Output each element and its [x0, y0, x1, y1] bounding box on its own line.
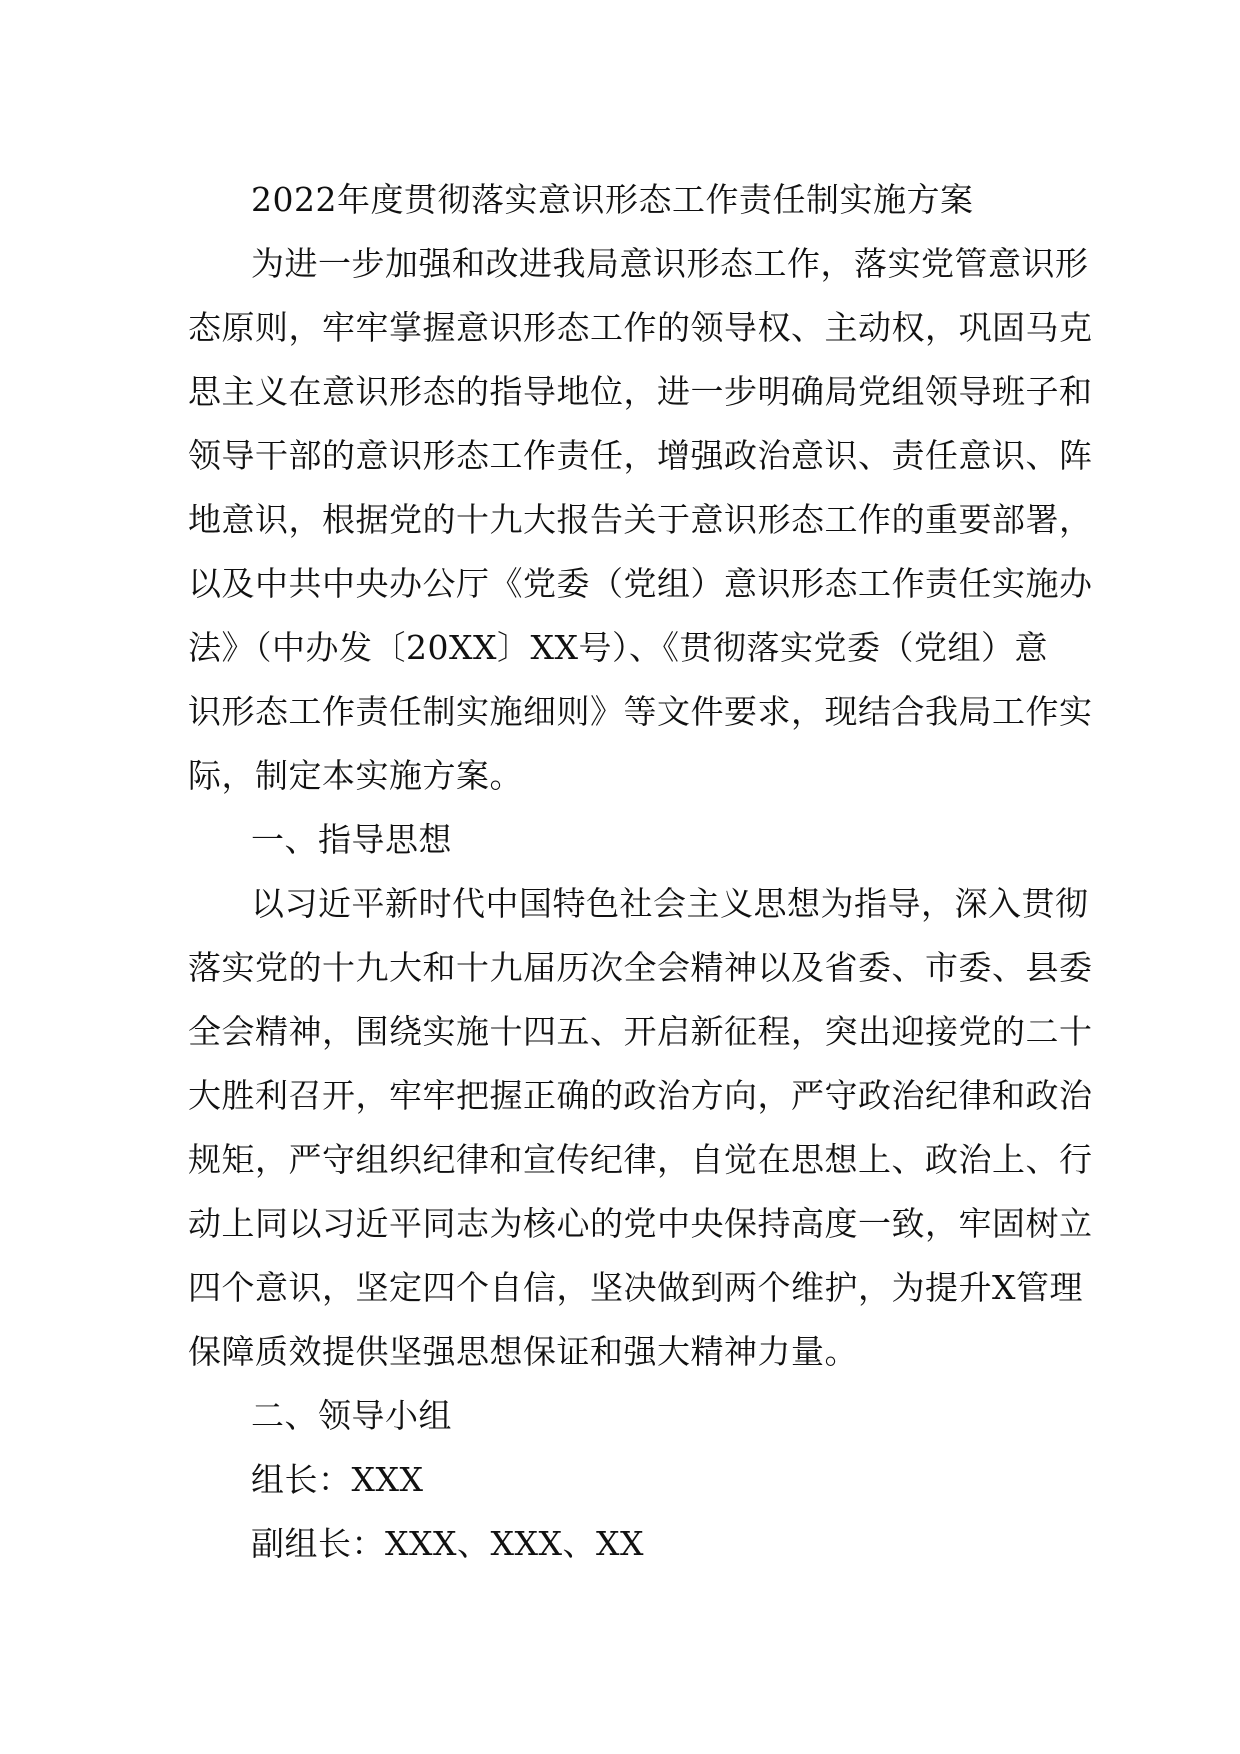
section1-line-6: 动上同以习近平同志为核心的党中央保持高度一致，牢固树立	[188, 1204, 1093, 1243]
document-body	[188, 168, 1093, 1576]
section1-line-7: 四个意识，坚定四个自信，坚决做到两个维护，为提升X管理	[188, 1268, 1083, 1307]
intro-line-5: 地意识，根据党的十九大报告关于意识形态工作的重要部署，	[188, 500, 1093, 539]
section-heading-guiding-thought: 一、指导思想	[251, 820, 452, 859]
group-leader-line: 组长：XXX	[251, 1460, 424, 1499]
intro-line-9: 际，制定本实施方案。	[188, 756, 523, 795]
intro-line-3: 思主义在意识形态的指导地位，进一步明确局党组领导班子和	[188, 372, 1093, 411]
deputy-leader-line: 副组长：XXX、XXX、XX	[251, 1524, 644, 1563]
section1-line-8: 保障质效提供坚强思想保证和强大精神力量。	[188, 1332, 858, 1371]
section1-line-1: 以习近平新时代中国特色社会主义思想为指导，深入贯彻	[251, 884, 1089, 923]
intro-line-4: 领导干部的意识形态工作责任，增强政治意识、责任意识、阵	[188, 436, 1093, 475]
intro-line-7: 法》（中办发〔20XX〕XX号）、《贯彻落实党委（党组）意	[188, 628, 1048, 667]
section1-line-2: 落实党的十九大和十九届历次全会精神以及省委、市委、县委	[188, 948, 1093, 987]
section1-line-3: 全会精神，围绕实施十四五、开启新征程，突出迎接党的二十	[188, 1012, 1093, 1051]
section-heading-leading-group: 二、领导小组	[251, 1396, 452, 1435]
document-title: 2022年度贯彻落实意识形态工作责任制实施方案	[251, 180, 974, 219]
intro-line-2: 态原则，牢牢掌握意识形态工作的领导权、主动权，巩固马克	[188, 308, 1093, 347]
intro-line-8: 识形态工作责任制实施细则》等文件要求，现结合我局工作实	[188, 692, 1093, 731]
section1-line-5: 规矩，严守组织纪律和宣传纪律，自觉在思想上、政治上、行	[188, 1140, 1093, 1179]
intro-line-6: 以及中共中央办公厅《党委（党组）意识形态工作责任实施办	[188, 564, 1093, 603]
section1-line-4: 大胜利召开，牢牢把握正确的政治方向，严守政治纪律和政治	[188, 1076, 1093, 1115]
intro-line-1: 为进一步加强和改进我局意识形态工作，落实党管意识形	[251, 244, 1089, 283]
